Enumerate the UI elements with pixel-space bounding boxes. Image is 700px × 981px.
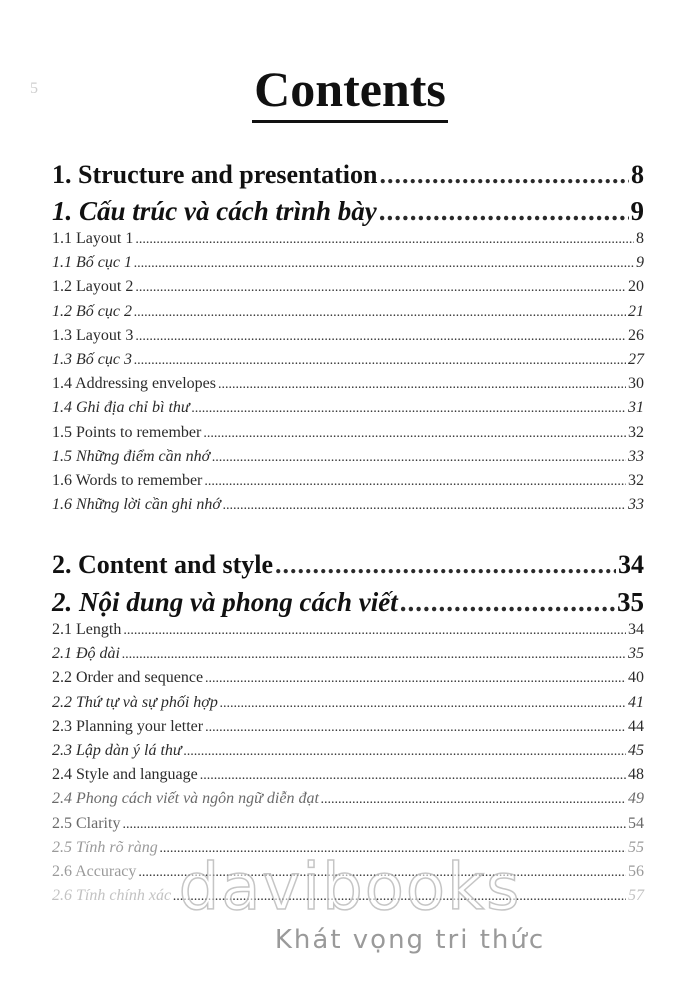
page-number: 54 (628, 814, 644, 832)
page-number: 49 (628, 790, 644, 808)
page-number: 55 (628, 838, 644, 856)
toc-item[interactable] (52, 448, 644, 470)
dot-leader (135, 232, 634, 248)
page-number: 34 (618, 550, 644, 579)
page-number: 27 (628, 351, 644, 368)
page-number: 9 (636, 254, 644, 272)
toc-item[interactable] (52, 278, 644, 300)
dot-leader (205, 720, 626, 736)
heading-label: 2. Content and style (52, 550, 274, 579)
toc-item[interactable] (52, 669, 644, 691)
toc-item[interactable] (52, 621, 644, 643)
page-number: 35 (617, 587, 644, 617)
page-title (0, 58, 700, 123)
toc-item[interactable] (52, 399, 644, 421)
dot-leader (200, 768, 626, 784)
heading-label: 1. Structure and presentation (52, 160, 378, 189)
toc-item-label: 2.3 Lập dàn ý lá thư (52, 742, 182, 759)
page-number: 20 (628, 278, 644, 296)
toc-item-label: 1.6 Những lời cần ghi nhớ (52, 496, 221, 514)
dot-leader (203, 426, 626, 442)
toc-item-label: 1.2 Layout 2 (52, 278, 134, 296)
heading-label: 1. Cấu trúc và cách trình bày (52, 196, 377, 226)
dot-leader (134, 353, 626, 369)
page-number: 8 (631, 160, 644, 189)
dot-leader (220, 696, 626, 712)
toc-item-label: 2.4 Phong cách viết và ngôn ngữ diễn đạt (52, 790, 319, 808)
toc-heading-en[interactable] (52, 160, 644, 192)
toc-item[interactable] (52, 424, 644, 446)
page-number: 45 (628, 742, 644, 759)
page-number: 57 (628, 887, 644, 905)
toc-item[interactable] (52, 496, 644, 518)
toc-item-label: 1.5 Những điểm cần nhớ (52, 447, 211, 465)
toc-item-label: 1.3 Bố cục 3 (52, 351, 132, 368)
toc-item-label: 1.1 Layout 1 (52, 230, 134, 247)
toc-item[interactable] (52, 718, 644, 740)
toc-item-label: 2.6 Accuracy (52, 863, 137, 880)
toc-item[interactable] (52, 645, 644, 667)
dot-leader (122, 647, 626, 663)
page-number: 33 (628, 496, 644, 514)
page-number: 32 (628, 423, 644, 441)
dot-leader (192, 401, 626, 417)
dot-leader (204, 474, 626, 490)
page-number: 44 (628, 717, 644, 735)
toc-heading-en[interactable] (52, 550, 644, 582)
page-number: 9 (630, 196, 644, 226)
page-number: 41 (628, 693, 644, 711)
page-number: 48 (628, 766, 644, 784)
toc-item[interactable] (52, 815, 644, 837)
toc-heading-vi[interactable] (52, 587, 644, 619)
dot-leader (321, 792, 626, 808)
page-number: 26 (628, 326, 644, 344)
toc-item[interactable] (52, 742, 644, 764)
toc-item-label: 2.5 Tính rõ ràng (52, 838, 158, 856)
toc-item-label: 2.2 Thứ tự và sự phối hợp (52, 693, 218, 711)
toc-item-label: 2.1 Độ dài (52, 645, 120, 663)
toc-item-label: 2.1 Length (52, 621, 122, 638)
page-number: 31 (628, 399, 644, 417)
dot-leader (134, 256, 634, 272)
toc-item-label: 2.2 Order and sequence (52, 669, 204, 687)
toc-item[interactable] (52, 375, 644, 397)
dot-leader (400, 587, 615, 618)
dot-leader (223, 498, 626, 514)
page-number: 8 (636, 230, 644, 247)
toc-item-label: 2.4 Style and language (52, 766, 198, 784)
toc-item-label: 2.3 Planning your letter (52, 717, 204, 735)
page-number: 34 (628, 621, 644, 638)
page-number: 21 (628, 302, 644, 320)
dot-leader (205, 671, 626, 687)
toc-item[interactable] (52, 766, 644, 788)
dot-leader (134, 305, 626, 321)
dot-leader (135, 280, 626, 296)
heading-label: 2. Nội dung và phong cách viết (52, 587, 398, 617)
toc-item-label: 1.3 Layout 3 (52, 326, 134, 344)
toc-item-label: 1.4 Addressing envelopes (52, 375, 216, 393)
page-number: 40 (628, 669, 644, 687)
watermark-brand: davibooks (178, 851, 522, 925)
dot-leader (122, 817, 626, 833)
toc-item-label: 1.6 Words to remember (52, 472, 203, 489)
dot-leader (380, 160, 630, 190)
dot-leader (135, 329, 626, 345)
toc-item[interactable] (52, 254, 644, 276)
page-number: 30 (628, 375, 644, 393)
toc-item[interactable] (52, 327, 644, 349)
dot-leader (218, 377, 626, 393)
toc-item[interactable] (52, 694, 644, 716)
dot-leader (212, 450, 626, 466)
toc-item-label: 1.2 Bố cục 2 (52, 302, 132, 320)
toc-item[interactable] (52, 351, 644, 373)
page-mark: 5 (30, 80, 38, 97)
toc-item[interactable] (52, 303, 644, 325)
title-text: Contents (252, 58, 448, 123)
watermark-slogan: Khát vọng tri thức (274, 925, 546, 955)
page-number: 56 (628, 863, 644, 880)
page-number: 35 (628, 645, 644, 663)
dot-leader (184, 744, 626, 760)
toc-item[interactable] (52, 790, 644, 812)
toc-item[interactable] (52, 472, 644, 494)
toc-item-label: 2.5 Clarity (52, 814, 121, 832)
toc-item-label: 1.1 Bố cục 1 (52, 254, 132, 272)
toc-heading-vi[interactable] (52, 196, 644, 228)
dot-leader (275, 550, 616, 580)
toc-item-label: 1.5 Points to remember (52, 423, 202, 441)
dot-leader (123, 623, 626, 639)
toc-item-label: 1.4 Ghi địa chỉ bì thư (52, 399, 190, 417)
dot-leader (379, 196, 629, 227)
toc-item-label: 2.6 Tính chính xác (52, 887, 172, 905)
page-number: 32 (628, 472, 644, 489)
watermark (0, 853, 700, 957)
toc-item[interactable] (52, 230, 644, 252)
page-number: 33 (628, 447, 644, 465)
